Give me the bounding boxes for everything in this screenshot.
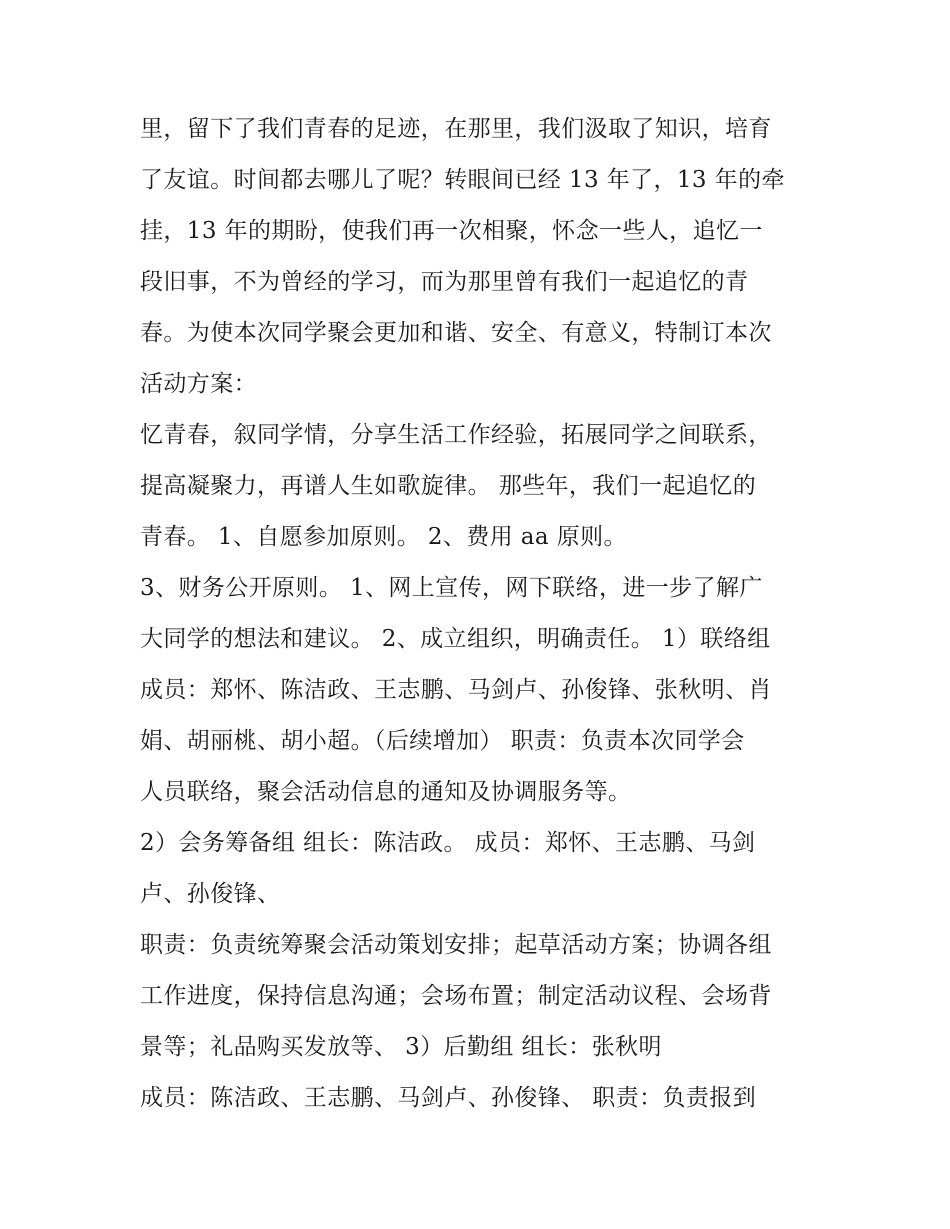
body-text: [140, 104, 815, 1124]
text-line: 里，留下了我们青春的足迹，在那里，我们汲取了知识，培育: [140, 116, 772, 142]
text-line: 景等；礼品购买发放等、 3）后勤组 组长：张秋明: [140, 1034, 662, 1060]
text-line: 青春。 1、自愿参加原则。 2、费用 aa 原则。: [140, 524, 627, 550]
text-line: 成员：陈洁政、王志鹏、马剑卢、孙俊锋、 职责：负责报到: [140, 1085, 757, 1111]
text-line: 人员联络，聚会活动信息的通知及协调服务等。: [140, 779, 632, 805]
text-line: 娟、胡丽桃、胡小超。（后续增加） 职责：负责本次同学会: [140, 728, 745, 754]
text-line: 春。为使本次同学聚会更加和谐、安全、有意义，特制订本次: [140, 320, 772, 346]
text-line: 职责：负责统筹聚会活动策划安排；起草活动方案；协调各组: [140, 932, 772, 958]
text-line: 工作进度，保持信息沟通；会场布置；制定活动议程、会场背: [140, 983, 772, 1009]
text-line: 段旧事，不为曾经的学习，而为那里曾有我们一起追忆的青: [140, 269, 749, 295]
text-line: 2）会务筹备组 组长：陈洁政。 成员：郑怀、王志鹏、马剑: [140, 830, 756, 856]
text-line: 了友谊。时间都去哪儿了呢？转眼间已经 13 年了，13 年的牵: [140, 167, 785, 193]
text-line: 3、财务公开原则。 1、网上宣传，网下联络，进一步了解广: [140, 575, 763, 601]
text-line: 提高凝聚力，再谱人生如歌旋律。 那些年，我们一起追忆的: [140, 473, 757, 499]
text-line: 成员：郑怀、陈洁政、王志鹏、马剑卢、孙俊锋、张秋明、肖: [140, 677, 772, 703]
text-line: 挂，13 年的期盼，使我们再一次相聚，怀念一些人，追忆一: [140, 218, 763, 244]
text-line: 活动方案：: [140, 371, 257, 397]
text-line: 卢、孙俊锋、: [140, 881, 281, 907]
text-line: 大同学的想法和建议。 2、成立组织，明确责任。 1）联络组: [140, 626, 771, 652]
text-line: 忆青春，叙同学情，分享生活工作经验，拓展同学之间联系，: [140, 422, 772, 448]
